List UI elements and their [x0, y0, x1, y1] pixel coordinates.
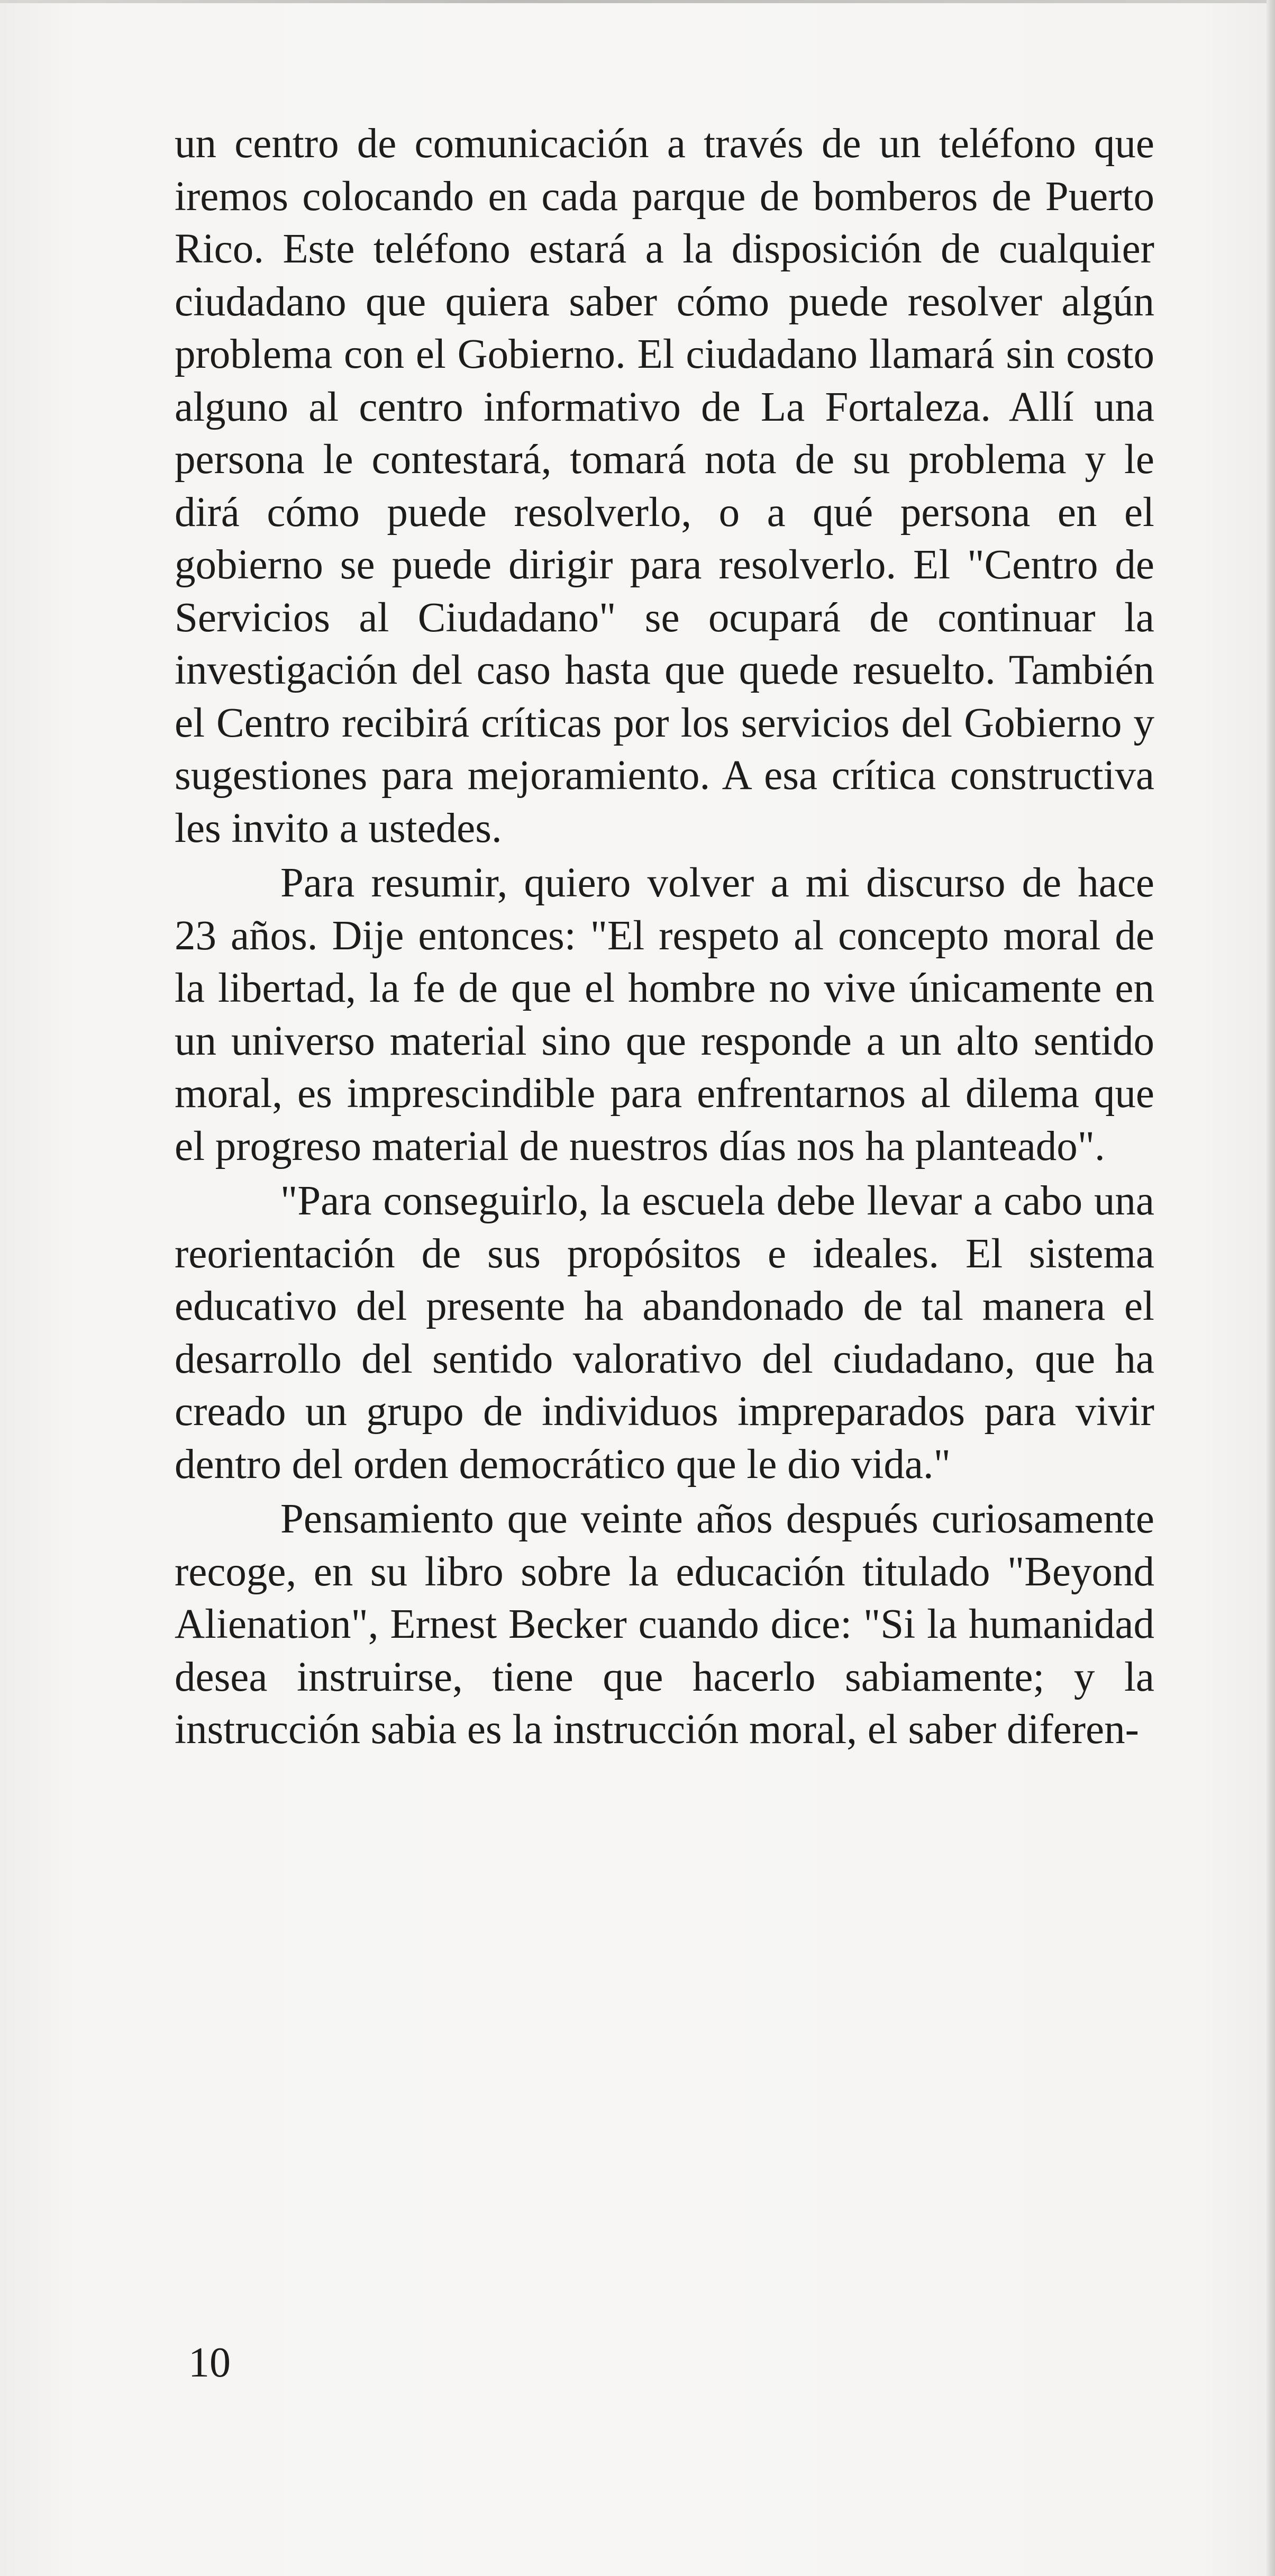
- page-number: 10: [188, 2339, 231, 2386]
- paragraph-3: "Para conseguirlo, la escuela debe llevar a cabo una reorientación de sus propósitos e ideales. El sistema educativo del presente ha abandonado de tal manera el desarrollo del sentido valorativo del ciudadano, que ha creado un grupo de individuos impreparados para vivir dentro del orden democrático que le dio vida.": [175, 1178, 1154, 1487]
- page-top-edge: [0, 0, 1275, 3]
- paragraph-4: Pensamiento que veinte años después curiosamente recoge, en su libro sobre la educación titulado "Beyond Alienation", Ernest Becker cuando dice: "Si la humanidad desea instruirse, tiene que hacerlo sabiamente; y la instrucción sabia es la instrucción moral, el saber diferen-: [175, 1496, 1154, 1753]
- page-right-edge: [1267, 0, 1275, 2576]
- body-text: [175, 117, 1154, 1756]
- paragraph-1: un centro de comunicación a través de un teléfono que iremos colocando en cada parque de bomberos de Puerto Rico. Este teléfono estará a la disposición de cualquier ciudadano que quiera saber cómo puede resolver algún problema con el Gobierno. El ciudadano llamará sin costo alguno al centro informativo de La Fortaleza. Allí una persona le contestará, tomará nota de su problema y le dirá cómo puede resolverlo, o a qué persona en el gobierno se puede dirigir para resolverlo. El "Centro de Servicios al Ciudadano" se ocupará de continuar la investigación del caso hasta que quede resuelto. También el Centro recibirá críticas por los servicios del Gobierno y sugestiones para mejoramiento. A esa crítica constructiva les invito a ustedes.: [175, 121, 1154, 851]
- paragraph-2: Para resumir, quiero volver a mi discurso de hace 23 años. Dije entonces: "El respeto al concepto moral de la libertad, la fe de que el hombre no vive únicamente en un universo material sino que responde a un alto sentido moral, es imprescindible para enfrentarnos al dilema que el progreso material de nuestros días nos ha planteado".: [175, 860, 1154, 1169]
